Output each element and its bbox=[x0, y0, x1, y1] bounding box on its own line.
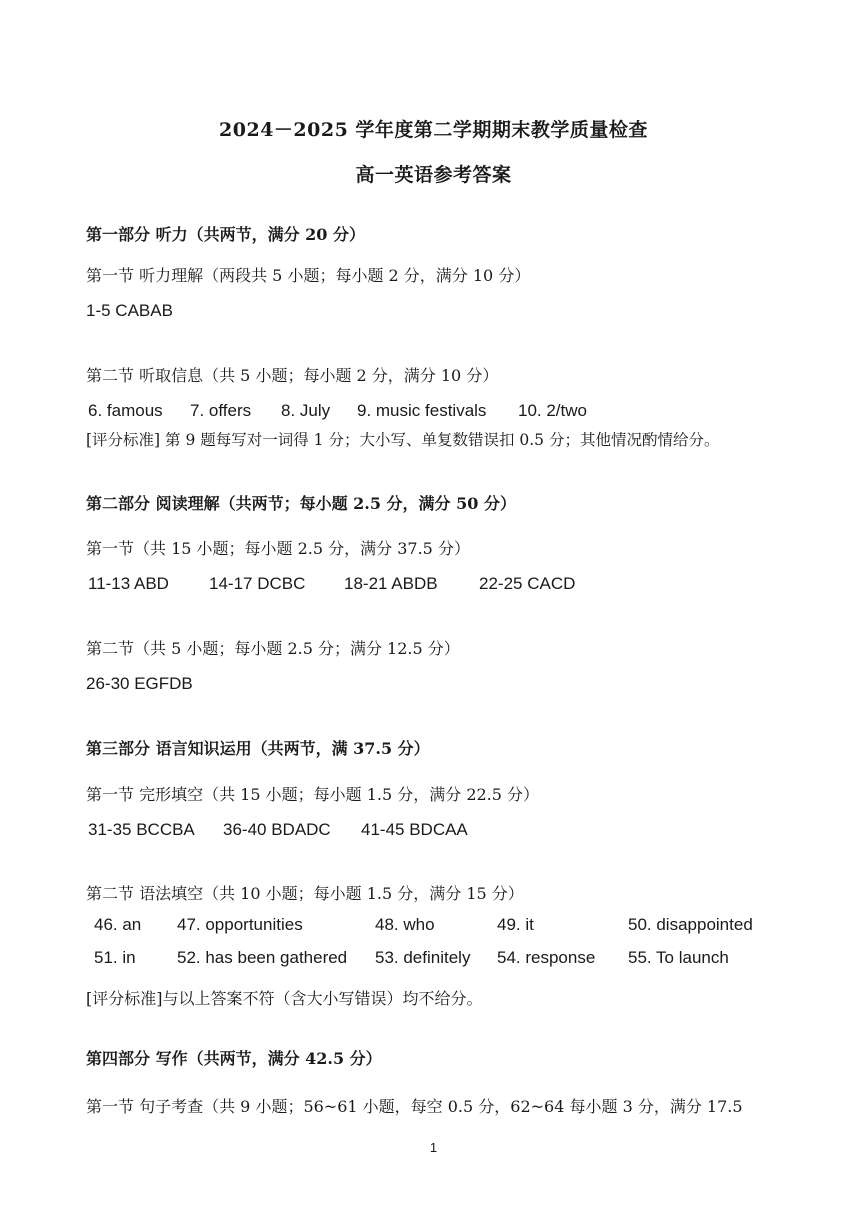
answer-55: 55. To launch bbox=[628, 948, 729, 967]
answer-47: 47. opportunities bbox=[177, 915, 303, 934]
part2-section2-answers: 26-30 EGFDB bbox=[86, 674, 193, 693]
answer-48: 48. who bbox=[375, 915, 435, 934]
page-number: 1 bbox=[429, 1140, 438, 1155]
answer-46: 46. an bbox=[94, 915, 142, 934]
answers-18-21: 18-21 ABDB bbox=[344, 574, 438, 593]
answer-6: 6. famous bbox=[88, 401, 163, 420]
part4-heading: 第四部分 写作（共两节，满分 42.5 分） bbox=[86, 1049, 382, 1068]
answers-41-45: 41-45 BDCAA bbox=[361, 820, 468, 839]
answers-31-35: 31-35 BCCBA bbox=[88, 820, 195, 839]
part3-scoring-note: [评分标准]与以上答案不符（含大小写错误）均不给分。 bbox=[86, 989, 483, 1008]
answer-8: 8. July bbox=[281, 401, 331, 420]
answer-52: 52. has been gathered bbox=[177, 948, 348, 967]
part1-scoring-note: [评分标准] 第 9 题每写对一词得 1 分；大小写、单复数错误扣 0.5 分；其他情况酌情给分。 bbox=[86, 431, 720, 449]
answer-54: 54. response bbox=[497, 948, 596, 967]
part2-section2-heading: 第二节（共 5 小题；每小题 2.5 分；满分 12.5 分） bbox=[86, 639, 460, 658]
answers-36-40: 36-40 BDADC bbox=[223, 820, 331, 839]
answer-53: 53. definitely bbox=[375, 948, 471, 967]
answer-49: 49. it bbox=[497, 915, 534, 934]
answer-51: 51. in bbox=[94, 948, 136, 967]
answer-50: 50. disappointed bbox=[628, 915, 753, 934]
part2-section1-heading: 第一节（共 15 小题；每小题 2.5 分，满分 37.5 分） bbox=[86, 539, 470, 558]
answer-10: 10. 2/two bbox=[518, 401, 587, 420]
part3-heading: 第三部分 语言知识运用（共两节，满 37.5 分） bbox=[86, 739, 430, 758]
part2-heading: 第二部分 阅读理解（共两节；每小题 2.5 分，满分 50 分） bbox=[86, 494, 516, 513]
document-title: 2024－2025 学年度第二学期期末教学质量检查 bbox=[219, 119, 648, 141]
part4-section1-heading: 第一节 句子考查（共 9 小题；56~61 小题，每空 0.5 分，62~64 每小题 3 分，满分 17.5 bbox=[86, 1097, 743, 1116]
part3-section2-heading: 第二节 语法填空（共 10 小题；每小题 1.5 分，满分 15 分） bbox=[86, 884, 524, 903]
answers-14-17: 14-17 DCBC bbox=[209, 574, 306, 593]
document-subtitle: 高一英语参考答案 bbox=[355, 164, 512, 186]
answer-9: 9. music festivals bbox=[357, 401, 487, 420]
part1-section1-heading: 第一节 听力理解（两段共 5 小题；每小题 2 分，满分 10 分） bbox=[86, 266, 531, 285]
answers-22-25: 22-25 CACD bbox=[479, 574, 576, 593]
answer-7: 7. offers bbox=[190, 401, 252, 420]
part1-section2-heading: 第二节 听取信息（共 5 小题；每小题 2 分，满分 10 分） bbox=[86, 366, 499, 385]
answers-11-13: 11-13 ABD bbox=[88, 574, 169, 593]
part1-heading: 第一部分 听力（共两节，满分 20 分） bbox=[86, 225, 365, 244]
part1-section1-answers: 1-5 CABAB bbox=[86, 301, 173, 320]
part3-section1-heading: 第一节 完形填空（共 15 小题；每小题 1.5 分，满分 22.5 分） bbox=[86, 785, 540, 804]
